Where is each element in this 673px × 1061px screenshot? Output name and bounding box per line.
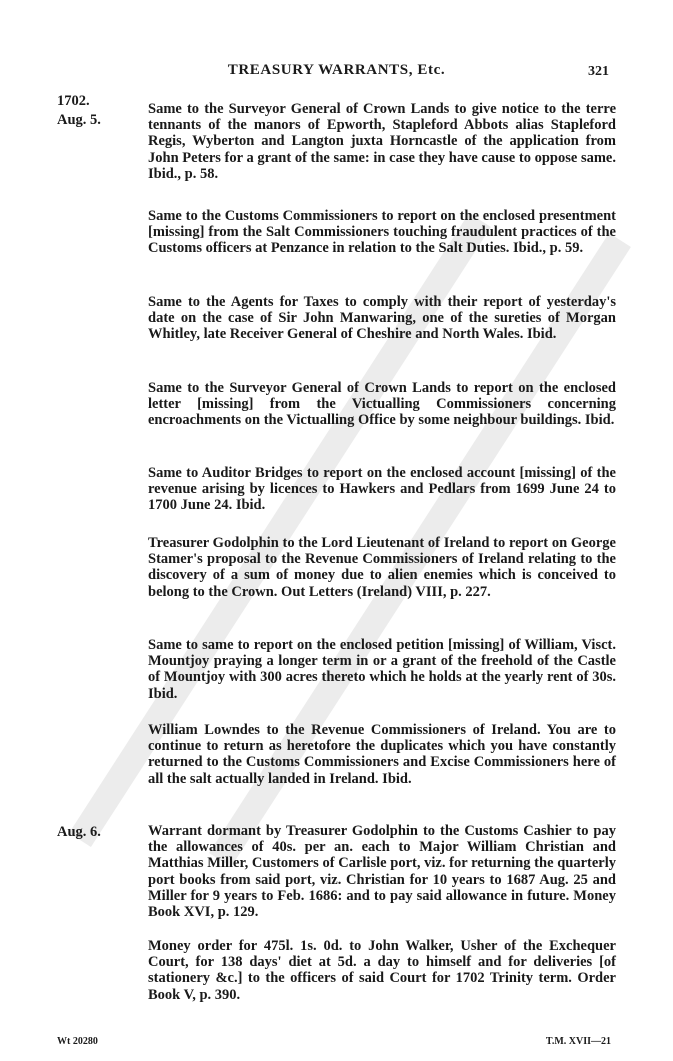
page-number: 321 [588, 64, 609, 79]
page-header [0, 62, 673, 86]
entry-text: Same to the Surveyor General of Crown Lands to give notice to the terre tennants of the manors of Epworth, Stapleford Abbots alias Stapleford Regis, Wyberton and Langton juxta Horncastle of the application from John Peters for a grant of the same: in case they have cause to oppose same. Ibid., p. 58. [148, 101, 616, 182]
entry-text: Warrant dormant by Treasurer Godolphin to the Customs Cashier to pay the allowances of 40s. per an. each to Major William Christian and Matthias Miller, Customers of Carlisle port, viz. for returning the quarterly port books from said port, viz. Christian for 10 years to 1687 Aug. 25 and Miller for 9 years to Feb. 1686: and to pay said allowance in future. Money Book XVI, p. 129. [148, 823, 616, 921]
signature-mark: T.M. XVII—21 [545, 1036, 611, 1047]
entry-text: William Lowndes to the Revenue Commissioners of Ireland. You are to continue to return as heretofore the duplicates which you have constantly returned to the Customs Commissioners and Excise Commissioners here of all the salt actually landed in Ireland. Ibid. [148, 722, 616, 787]
entry-text: Treasurer Godolphin to the Lord Lieutenant of Ireland to report on George Stamer's proposal to the Revenue Commissioners of Ireland relating to the discovery of a sum of money due to alien enemies which is conceived to belong to the Crown. Out Letters (Ireland) VIII, p. 227. [148, 535, 616, 600]
entry-date: Aug. 6. [57, 824, 101, 840]
entry-text: Same to same to report on the enclosed petition [missing] of William, Visct. Mountjoy praying a longer term in or a grant of the freehold of the Castle of Mountjoy with 300 acres thereto which he holds at the yearly rent of 30s. Ibid. [148, 637, 616, 702]
running-title: TREASURY WARRANTS, Etc. [227, 62, 446, 78]
entry-text: Same to the Agents for Taxes to comply with their report of yesterday's date on the case of Sir John Manwaring, one of the sureties of Morgan Whitley, late Receiver General of Cheshire and North Wales. Ibid. [148, 294, 616, 343]
entry-text: Same to Auditor Bridges to report on the enclosed account [missing] of the revenue arising by licences to Hawkers and Pedlars from 1699 June 24 to 1700 June 24. Ibid. [148, 465, 616, 514]
entry-date: 1702. Aug. 5. [57, 93, 101, 128]
print-reference: Wt 20280 [57, 1036, 98, 1047]
entry-text: Same to the Surveyor General of Crown Lands to report on the enclosed letter [missing] from the Victualling Commissioners concerning encroachments on the Victualling Office by some neighbour buildings. Ibid. [148, 380, 616, 429]
page-footer [0, 1036, 673, 1050]
entry-text: Money order for 475l. 1s. 0d. to John Walker, Usher of the Exchequer Court, for 138 days' diet at 5d. a day to himself and for deliveries [of stationery &c.] to the officers of said Court for 1702 Trinity term. Order Book V, p. 390. [148, 938, 616, 1003]
entry-text: Same to the Customs Commissioners to report on the enclosed presentment [missing] from the Salt Commissioners touching fraudulent practices of the Customs officers at Penzance in relation to the Salt Duties. Ibid., p. 59. [148, 208, 616, 257]
